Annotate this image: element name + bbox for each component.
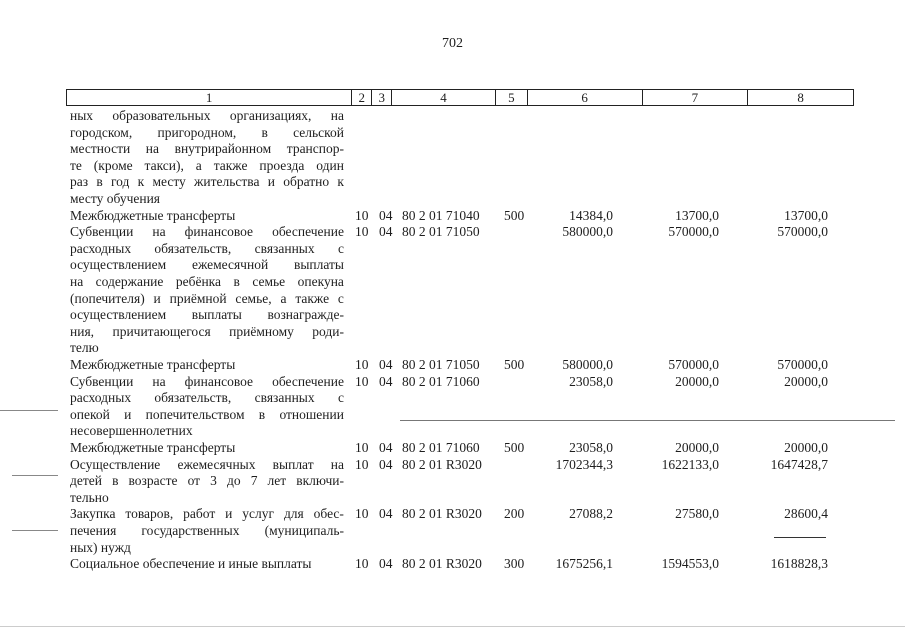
cell-c3: 04 — [379, 506, 393, 522]
cell-c4: 80 2 01 R3020 — [402, 456, 482, 472]
cell-c2: 10 — [355, 207, 369, 223]
cell-c6: 1675256,1 — [555, 556, 613, 572]
scan-artifact-line — [0, 626, 905, 627]
header-col-1: 1 — [67, 90, 352, 105]
page-number: 702 — [442, 36, 463, 51]
cell-c3: 04 — [379, 556, 393, 572]
cell-c8: 570000,0 — [777, 224, 828, 240]
description-line: ния, причитающегося приёмному роди- — [70, 323, 344, 339]
cell-c2: 10 — [355, 373, 369, 389]
description-line: осуществлением выплаты вознагражде- — [70, 307, 344, 323]
table-row — [0, 224, 905, 357]
cell-c8: 570000,0 — [777, 356, 828, 372]
description-line: Субвенции на финансовое обеспечение — [70, 373, 344, 389]
row-description — [70, 457, 344, 507]
cell-c7: 1622133,0 — [661, 456, 719, 472]
table-row — [0, 208, 905, 225]
cell-c2: 10 — [355, 439, 369, 455]
cell-c4: 80 2 01 R3020 — [402, 556, 482, 572]
cell-c8: 20000,0 — [784, 373, 828, 389]
scan-artifact-line — [12, 530, 58, 531]
description-line: (попечителя) и приёмной семье, а также с — [70, 290, 344, 306]
description-line: ных образовательных организациях, на — [70, 108, 344, 123]
description-line: Межбюджетные трансферты — [70, 439, 236, 455]
description-line: местности на внутрирайонном транспор- — [70, 141, 344, 157]
row-description — [70, 374, 344, 440]
header-col-6: 6 — [528, 90, 643, 105]
table-row — [0, 556, 905, 573]
cell-c6: 580000,0 — [562, 356, 613, 372]
cell-c4: 80 2 01 71050 — [402, 356, 480, 372]
description-line: те (кроме такси), а также проезда один — [70, 157, 344, 173]
cell-c5: 500 — [504, 356, 525, 372]
cell-c6: 580000,0 — [562, 224, 613, 240]
header-col-4: 4 — [392, 90, 496, 105]
header-col-3: 3 — [372, 90, 392, 105]
table-row — [0, 108, 905, 208]
description-line: на содержание ребёнка в семье опекуна — [70, 273, 344, 289]
description-line: Осуществление ежемесячных выплат на — [70, 456, 344, 472]
description-line: раз в год к месту жительства и обратно к — [70, 174, 344, 190]
scan-artifact-line — [12, 475, 58, 476]
cell-c8: 20000,0 — [784, 439, 828, 455]
table-row — [0, 374, 905, 440]
table-body — [0, 108, 905, 573]
description-line: детей в возрасте от 3 до 7 лет включи- — [70, 473, 344, 489]
cell-c8: 13700,0 — [784, 207, 828, 223]
row-description — [70, 506, 344, 556]
table-row — [0, 357, 905, 374]
cell-c7: 570000,0 — [668, 356, 719, 372]
description-line: расходных обязательств, связанных с — [70, 390, 344, 406]
row-description — [70, 208, 344, 225]
description-line: несовершеннолетних — [70, 423, 193, 439]
cell-c2: 10 — [355, 506, 369, 522]
row-description — [70, 357, 344, 374]
description-line: опекой и попечительством в отношении — [70, 406, 344, 422]
cell-c6: 14384,0 — [569, 207, 613, 223]
cell-c2: 10 — [355, 224, 369, 240]
cell-c7: 1594553,0 — [661, 556, 719, 572]
cell-c3: 04 — [379, 439, 393, 455]
scan-artifact-line — [400, 420, 895, 421]
cell-c7: 20000,0 — [675, 373, 719, 389]
row-description — [70, 556, 344, 573]
table-row — [0, 506, 905, 556]
cell-c2: 10 — [355, 456, 369, 472]
cell-c6: 1702344,3 — [555, 456, 613, 472]
description-line: Закупка товаров, работ и услуг для обес- — [70, 506, 344, 522]
cell-c3: 04 — [379, 456, 393, 472]
description-line: тельно — [70, 489, 109, 505]
header-col-7: 7 — [643, 90, 749, 105]
description-line: ных) нужд — [70, 539, 131, 555]
cell-c4: 80 2 01 71060 — [402, 373, 480, 389]
description-line: Межбюджетные трансферты — [70, 356, 236, 372]
table-header-row — [66, 89, 854, 106]
cell-c7: 20000,0 — [675, 439, 719, 455]
header-col-5: 5 — [496, 90, 528, 105]
cell-c8: 28600,4 — [784, 506, 828, 522]
cell-c7: 27580,0 — [675, 506, 719, 522]
cell-c6: 23058,0 — [569, 373, 613, 389]
description-line: городском, пригородном, в сельской — [70, 124, 344, 140]
cell-c8: 1618828,3 — [770, 556, 828, 572]
description-line: телю — [70, 340, 99, 356]
table-row — [0, 457, 905, 507]
description-line: месту обучения — [70, 190, 161, 206]
cell-c4: 80 2 01 R3020 — [402, 506, 482, 522]
description-line: Субвенции на финансовое обеспечение — [70, 224, 344, 240]
header-col-8: 8 — [797, 90, 804, 105]
row-description — [70, 224, 344, 357]
cell-c8: 1647428,7 — [770, 456, 828, 472]
description-line: Межбюджетные трансферты — [70, 207, 236, 223]
cell-c7: 570000,0 — [668, 224, 719, 240]
cell-c3: 04 — [379, 207, 393, 223]
description-line: печения государственных (муниципаль- — [70, 522, 344, 538]
cell-c3: 04 — [379, 224, 393, 240]
cell-c7: 13700,0 — [675, 207, 719, 223]
cell-c5: 200 — [504, 506, 525, 522]
row-description — [70, 440, 344, 457]
cell-c3: 04 — [379, 373, 393, 389]
cell-c5: 500 — [504, 207, 525, 223]
cell-c2: 10 — [355, 356, 369, 372]
cell-c4: 80 2 01 71050 — [402, 224, 480, 240]
header-col-2: 2 — [352, 90, 372, 105]
description-line: расходных обязательств, связанных с — [70, 240, 344, 256]
description-line: Социальное обеспечение и иные выплаты — [70, 556, 312, 572]
cell-c4: 80 2 01 71060 — [402, 439, 480, 455]
scan-artifact-line — [0, 410, 58, 411]
cell-c5: 500 — [504, 439, 525, 455]
description-line: осуществлением ежемесячной выплаты — [70, 257, 344, 273]
cell-c6: 23058,0 — [569, 439, 613, 455]
cell-c4: 80 2 01 71040 — [402, 207, 480, 223]
row-description — [70, 108, 344, 208]
cell-c2: 10 — [355, 556, 369, 572]
table-row — [0, 440, 905, 457]
cell-c6: 27088,2 — [569, 506, 613, 522]
cell-c3: 04 — [379, 356, 393, 372]
scan-artifact-line — [774, 537, 826, 538]
cell-c5: 300 — [504, 556, 525, 572]
